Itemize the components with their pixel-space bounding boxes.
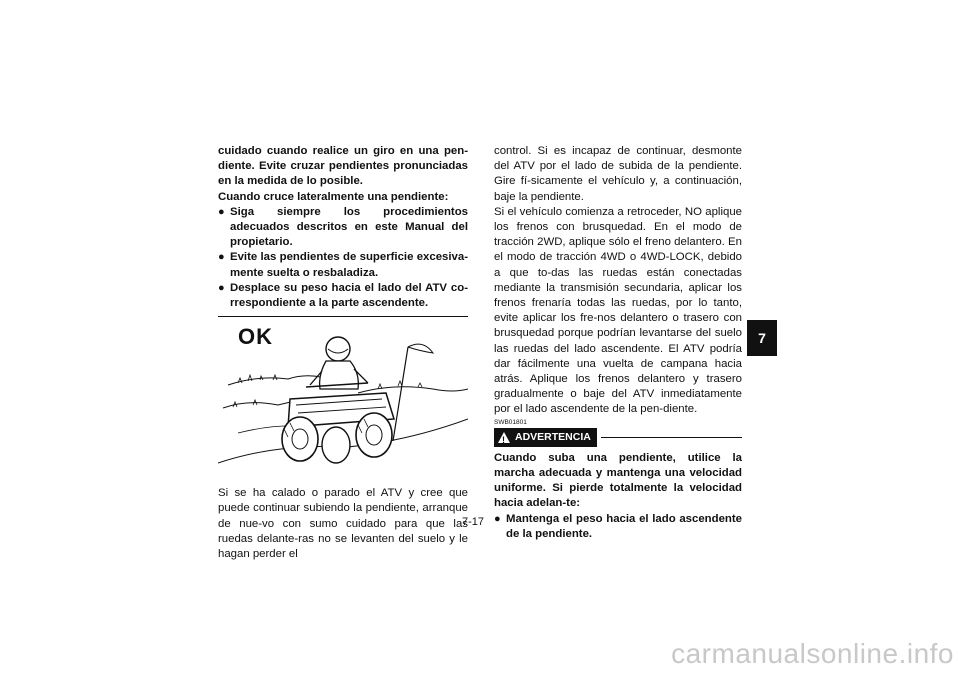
- ok-label: OK: [238, 324, 273, 350]
- list-item: ● Mantenga el peso hacia el lado ascendente de la pendiente.: [494, 512, 742, 542]
- body-paragraph: control. Si es incapaz de continuar, desmonte del ATV por el lado de subida de la pendiente. Gire fí-sicamente el vehículo y, a continuación, baje la pendiente.: [494, 145, 742, 203]
- warning-label: ADVERTENCIA: [515, 430, 591, 443]
- page-number: 7-17: [462, 516, 485, 528]
- atv-slope-illustration: [218, 323, 468, 478]
- list-item: ● Siga siempre los procedimientos adecuados descritos en este Manual del propietario.: [218, 205, 468, 251]
- intro-warning-text: cuidado cuando realice un giro en una pen-diente. Evite cruzar pendientes pronunciadas en la medida de lo posible.: [218, 145, 468, 188]
- chapter-tab: 7: [747, 320, 777, 356]
- list-item: ● Evite las pendientes de superficie excesiva-mente suelta o resbaladiza.: [218, 250, 468, 280]
- list-item: ● Desplace su peso hacia el lado del ATV co-rrespondiente a la parte ascendente.: [218, 281, 468, 311]
- bullet-icon: ●: [494, 512, 501, 525]
- bullet-icon: ●: [218, 251, 225, 264]
- warning-header: [494, 428, 742, 447]
- left-column: [218, 144, 468, 562]
- warning-rule: [601, 437, 742, 438]
- bullet-icon: ●: [218, 205, 225, 218]
- body-paragraph: Si el vehículo comienza a retroceder, NO aplique los frenos con brusquedad. En el modo de tracción 2WD, aplique sólo el freno delantero. En el modo de tracción 4WD o 4WD-LOCK, debido a que to-das las ruedas están conectadas mediante la transmisión secundaria, aplicar los frenos frenaría todas las ruedas, por lo tanto, evite aplicar los fre-nos delantero o trasero con brusquedad porque podrían levantarse del suelo las ruedas del lado ascendente. El ATV podría dar fácilmente una vuelta de campana hacia atrás. Aplique los frenos delantero y trasero gradualmente o baje del ATV inmediatamente por el lado ascendente de la pen-diente.: [494, 205, 742, 416]
- bullet-icon: ●: [218, 281, 225, 294]
- crossing-heading: Cuando cruce lateralmente una pendiente:: [218, 190, 449, 203]
- warning-badge: [494, 428, 597, 447]
- body-paragraph: Si se ha calado o parado el ATV y cree que puede continuar subiendo la pendiente, arranque de nue-vo con sumo cuidado para que las ruedas delante-ras no se levanten del suelo y le hagan perder el: [218, 487, 468, 561]
- warning-code: SWB01801: [494, 418, 527, 426]
- warning-triangle-icon: !: [498, 432, 510, 443]
- section-divider: [218, 316, 468, 317]
- warning-text: Cuando suba una pendiente, utilice la marcha adecuada y mantenga una velocidad uniforme. Si pierde totalmente la velocidad hacia adelan-te:: [494, 451, 742, 510]
- watermark: carmanualsonline.info: [671, 638, 954, 669]
- right-column: [494, 144, 742, 542]
